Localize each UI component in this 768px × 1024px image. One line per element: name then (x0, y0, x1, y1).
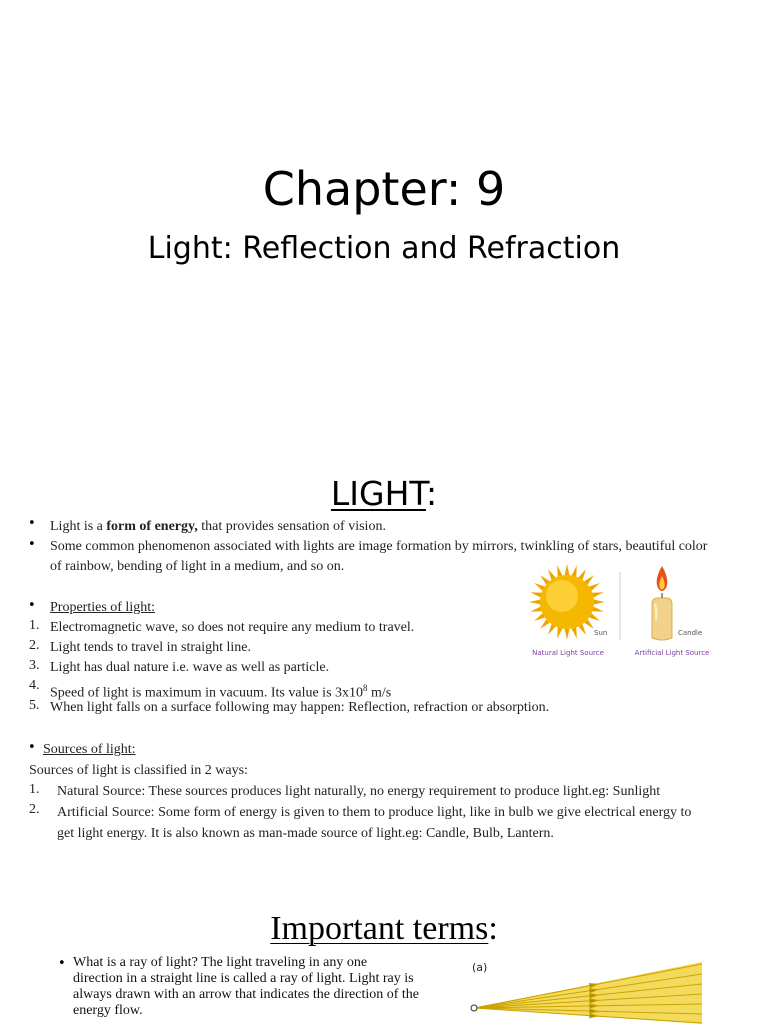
ray-beam (474, 962, 702, 1024)
ray-definition (73, 955, 463, 1019)
figure-label: (a) (472, 961, 488, 974)
ray-line: What is a ray of light? The light traveling in any one (73, 955, 368, 970)
intro-bold-text: form of energy, (106, 519, 198, 534)
property-text: Speed of light is maximum in vacuum. Its value is 3x10 (50, 685, 364, 701)
terms-heading-colon: : (488, 910, 498, 947)
property-item: Light tends to travel in straight line. (50, 640, 252, 655)
list-number: 1. (29, 618, 40, 633)
light-heading-word: LIGHT (330, 474, 426, 513)
source-line: get light energy. It is also known as man-made source of light.eg: Candle, Bulb, Lantern. (57, 826, 554, 841)
sun-ray (530, 607, 541, 612)
bullet-dot: • (28, 598, 36, 613)
sun-ray (592, 607, 603, 612)
intro-line: Some common phenomenon associated with lights are image formation by mirrors, twinkling of stars, beautiful color (50, 539, 708, 554)
intro-text: that provides sensation of vision. (197, 519, 386, 534)
chapter-subtitle: Light: Reflection and Refraction (147, 231, 621, 266)
sources-heading: Sources of light: (43, 742, 136, 757)
property-item: When light falls on a surface following may happen: Reflection, refraction or absorption. (50, 700, 550, 715)
natural-caption: Natural Light Source (532, 649, 604, 657)
candle-label: Candle (678, 629, 703, 637)
bullet-dot: • (28, 537, 36, 552)
list-number: 4. (29, 678, 40, 693)
bullet-dot: • (58, 956, 66, 971)
candle-icon (652, 566, 672, 640)
sun-ray (557, 627, 562, 638)
point-source (471, 1005, 477, 1011)
important-terms-heading (0, 910, 768, 948)
terms-heading-word: Important terms (270, 910, 489, 947)
bullet-dot: • (28, 740, 36, 755)
sun-ray (565, 629, 570, 640)
list-number: 5. (29, 698, 40, 713)
light-heading (0, 474, 768, 513)
sun-ray (572, 627, 577, 638)
sun-ray (592, 592, 603, 597)
sun-ray (594, 600, 605, 605)
sun-ray (530, 592, 541, 597)
ray-diagram (466, 958, 706, 1024)
source-item (57, 802, 747, 844)
artificial-caption: Artificial Light Source (634, 649, 710, 657)
bullet-dot: • (28, 516, 36, 531)
chapter-title: Chapter: 9 (262, 162, 506, 216)
sun-ray (572, 565, 577, 576)
intro-bullet-1 (50, 517, 386, 537)
sun-ray (565, 564, 570, 575)
sources-intro: Sources of light is classified in 2 ways: (29, 763, 248, 778)
list-number: 1. (29, 782, 40, 797)
ray-line: direction in a straight line is called a ray of light. Light ray is (73, 971, 414, 986)
sun-ray (557, 565, 562, 576)
list-number: 3. (29, 658, 40, 673)
properties-heading: Properties of light: (50, 600, 155, 615)
ray-line: always drawn with an arrow that indicates the direction of the (73, 987, 419, 1002)
source-item: Natural Source: These sources produces light naturally, no energy requirement to produce light.eg: Sunlight (57, 784, 661, 799)
ray-line: energy flow. (73, 1003, 143, 1018)
sun-label: Sun (594, 629, 608, 637)
list-number: 2. (29, 802, 40, 817)
intro-text: Light is a (50, 519, 107, 534)
property-item: Electromagnetic wave, so does not require any medium to travel. (50, 620, 415, 635)
sun-ray (529, 600, 540, 605)
list-number: 2. (29, 638, 40, 653)
intro-line: of rainbow, bending of light in a medium, and so on. (50, 559, 345, 574)
exponent: 8 (363, 683, 368, 693)
light-heading-colon: : (425, 474, 438, 513)
property-text: m/s (367, 685, 392, 701)
source-line: Artificial Source: Some form of energy is given to them to produce light, like in bulb we give electrical energy to (57, 805, 692, 820)
light-sources-figure (512, 560, 722, 664)
property-item: Light has dual nature i.e. wave as well as particle. (50, 660, 330, 675)
